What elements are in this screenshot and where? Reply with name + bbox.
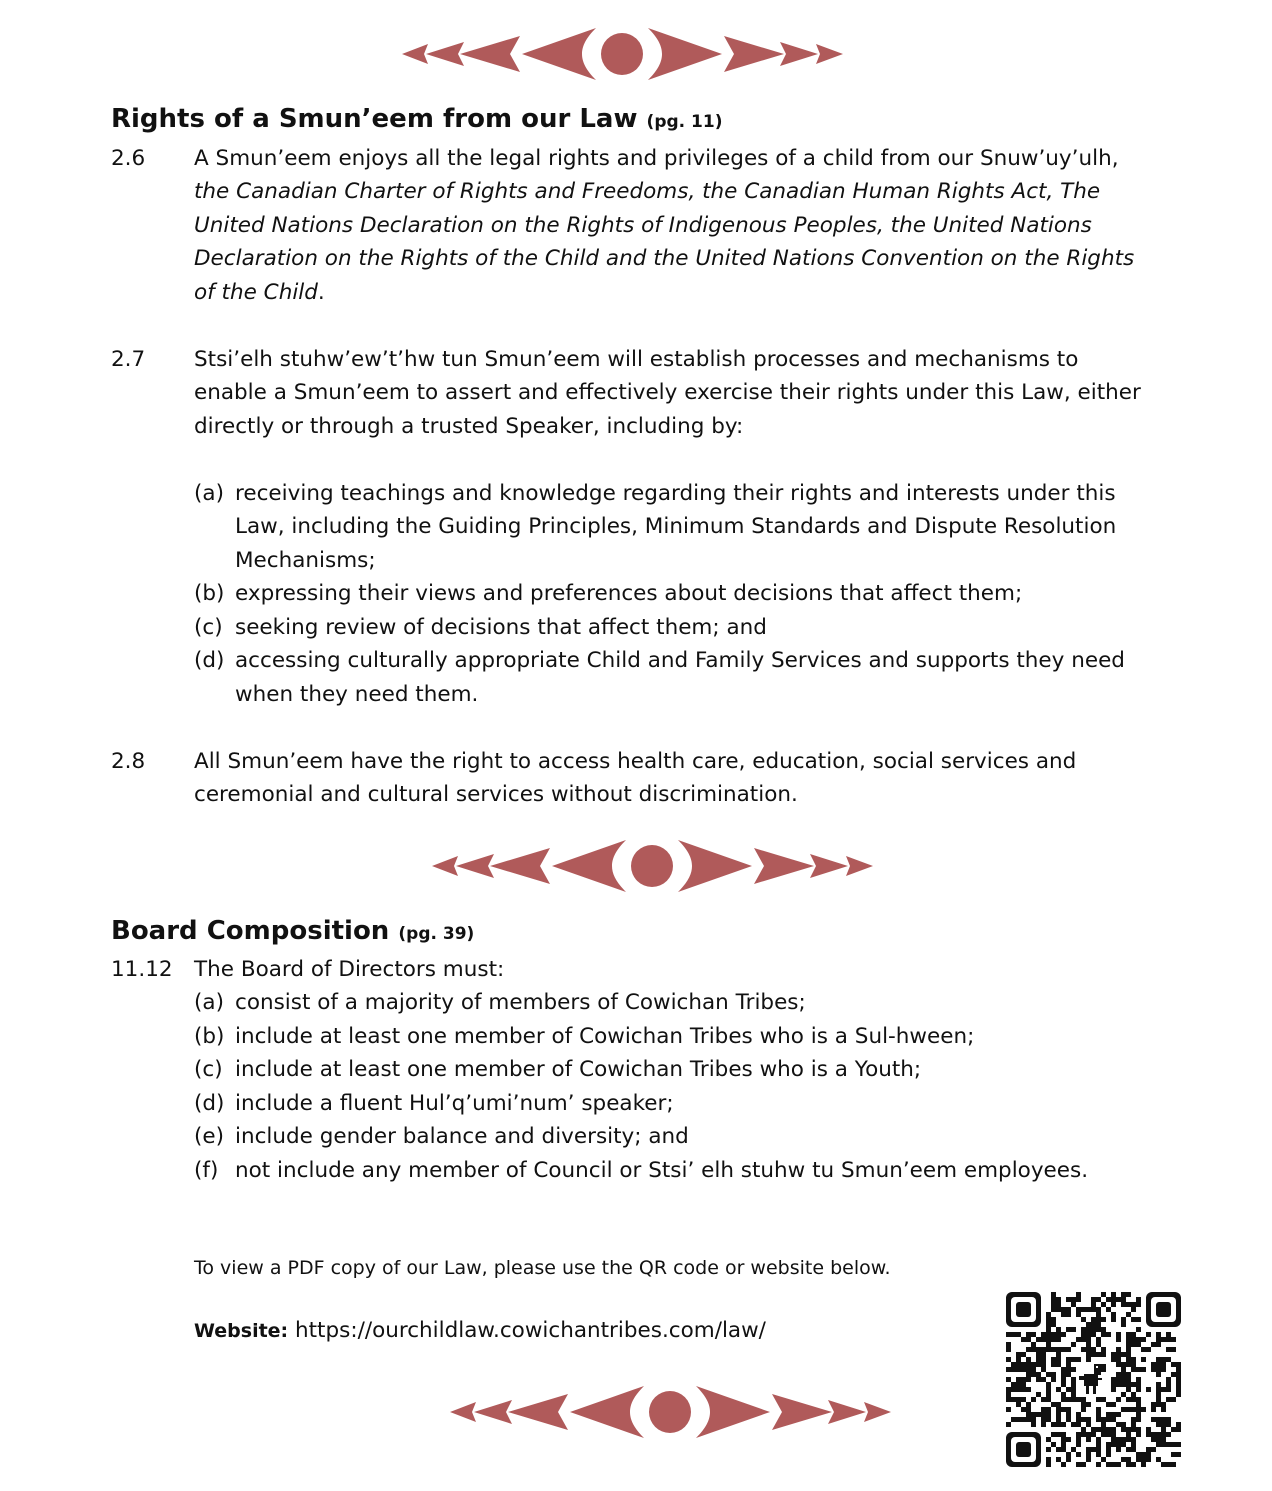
list-item-text: include at least one member of Cowichan Tribes who is a Youth; — [235, 1057, 922, 1082]
clause-text — [194, 276, 325, 310]
website-link[interactable]: https://ourchildlaw.cowichantribes.com/law/ — [295, 1318, 766, 1343]
list-item-letter: (f) — [194, 1158, 219, 1183]
footer-note: To view a PDF copy of our Law, please use the QR code or website below. — [194, 1257, 891, 1279]
list-item-letter: (d) — [194, 648, 225, 673]
list-item-text: Law, including the Guiding Principles, Minimum Standards and Dispute Resolution — [235, 514, 1117, 539]
clause-text: All Smun’eem have the right to access health care, education, social services and — [194, 749, 1077, 774]
clause-text: enable a Smun’eem to assert and effectively exercise their rights under this Law, either — [194, 380, 1141, 405]
list-item-text: include at least one member of Cowichan Tribes who is a Sul-hween; — [235, 1024, 975, 1049]
list-item-text: receiving teachings and knowledge regarding their rights and interests under this — [235, 481, 1116, 506]
clause-text: Declaration on the Rights of the Child and the United Nations Convention on the Rights — [194, 246, 1135, 271]
clause-text: The Board of Directors must: — [194, 957, 505, 982]
clause-text: A Smun’eem enjoys all the legal rights and privileges of a child from our Snuw’uy’ulh, — [194, 146, 1119, 171]
section-title-text: Rights of a Smun’eem from our Law — [111, 104, 638, 134]
clause-text: United Nations Declaration on the Rights of Indigenous Peoples, the United Nations — [194, 213, 1092, 238]
website-line — [194, 1314, 766, 1349]
dinosaur-icon — [1076, 1362, 1111, 1397]
list-item-text: include a fluent Hul’q’umi’num’ speaker; — [235, 1091, 674, 1116]
section-title-board — [111, 916, 474, 946]
list-item-text: not include any member of Council or Stsi’ elh stuhw tu Smun’eem employees. — [235, 1158, 1089, 1183]
list-item-letter: (a) — [194, 481, 224, 506]
list-item-text: Mechanisms; — [235, 548, 376, 573]
list-item-text: include gender balance and diversity; and — [235, 1124, 689, 1149]
clause-text: directly or through a trusted Speaker, including by: — [194, 414, 744, 439]
list-item-text: seeking review of decisions that affect them; and — [235, 615, 767, 640]
list-item-letter: (d) — [194, 1091, 225, 1116]
clause-number: 2.8 — [111, 749, 146, 774]
clause-text: ceremonial and cultural services without discrimination. — [194, 782, 798, 807]
clause-text: the Canadian Charter of Rights and Freedoms, the Canadian Human Rights Act, The — [194, 179, 1101, 204]
website-label: Website: — [194, 1320, 289, 1342]
list-item-letter: (e) — [194, 1124, 225, 1149]
qr-code-icon[interactable] — [1006, 1292, 1181, 1467]
list-item-text: consist of a majority of members of Cowichan Tribes; — [235, 990, 806, 1015]
section-title-rights — [111, 104, 722, 134]
ornamental-divider-icon — [448, 1376, 893, 1438]
list-item-letter: (b) — [194, 581, 225, 606]
page-reference: (pg. 11) — [646, 112, 723, 132]
section-title-text: Board Composition — [111, 916, 390, 946]
list-item-text: accessing culturally appropriate Child and Family Services and supports they need — [235, 648, 1125, 673]
clause-text-italic: of the Child — [194, 280, 318, 305]
ornamental-divider-icon — [400, 18, 845, 80]
page-reference: (pg. 39) — [398, 924, 475, 944]
clause-number: 2.6 — [111, 146, 146, 171]
list-item-letter: (c) — [194, 615, 223, 640]
list-item-letter: (a) — [194, 990, 224, 1015]
clause-number: 11.12 — [111, 957, 173, 982]
ornamental-divider-icon — [430, 830, 875, 892]
clause-number: 2.7 — [111, 347, 146, 372]
clause-text: Stsi’elh stuhw’ew’t’hw tun Smun’eem will establish processes and mechanisms to — [194, 347, 1079, 372]
list-item-letter: (c) — [194, 1057, 223, 1082]
clause-text-end: . — [317, 280, 325, 305]
list-item-text: expressing their views and preferences about decisions that affect them; — [235, 581, 1023, 606]
list-item-letter: (b) — [194, 1024, 225, 1049]
list-item-text: when they need them. — [235, 682, 479, 707]
